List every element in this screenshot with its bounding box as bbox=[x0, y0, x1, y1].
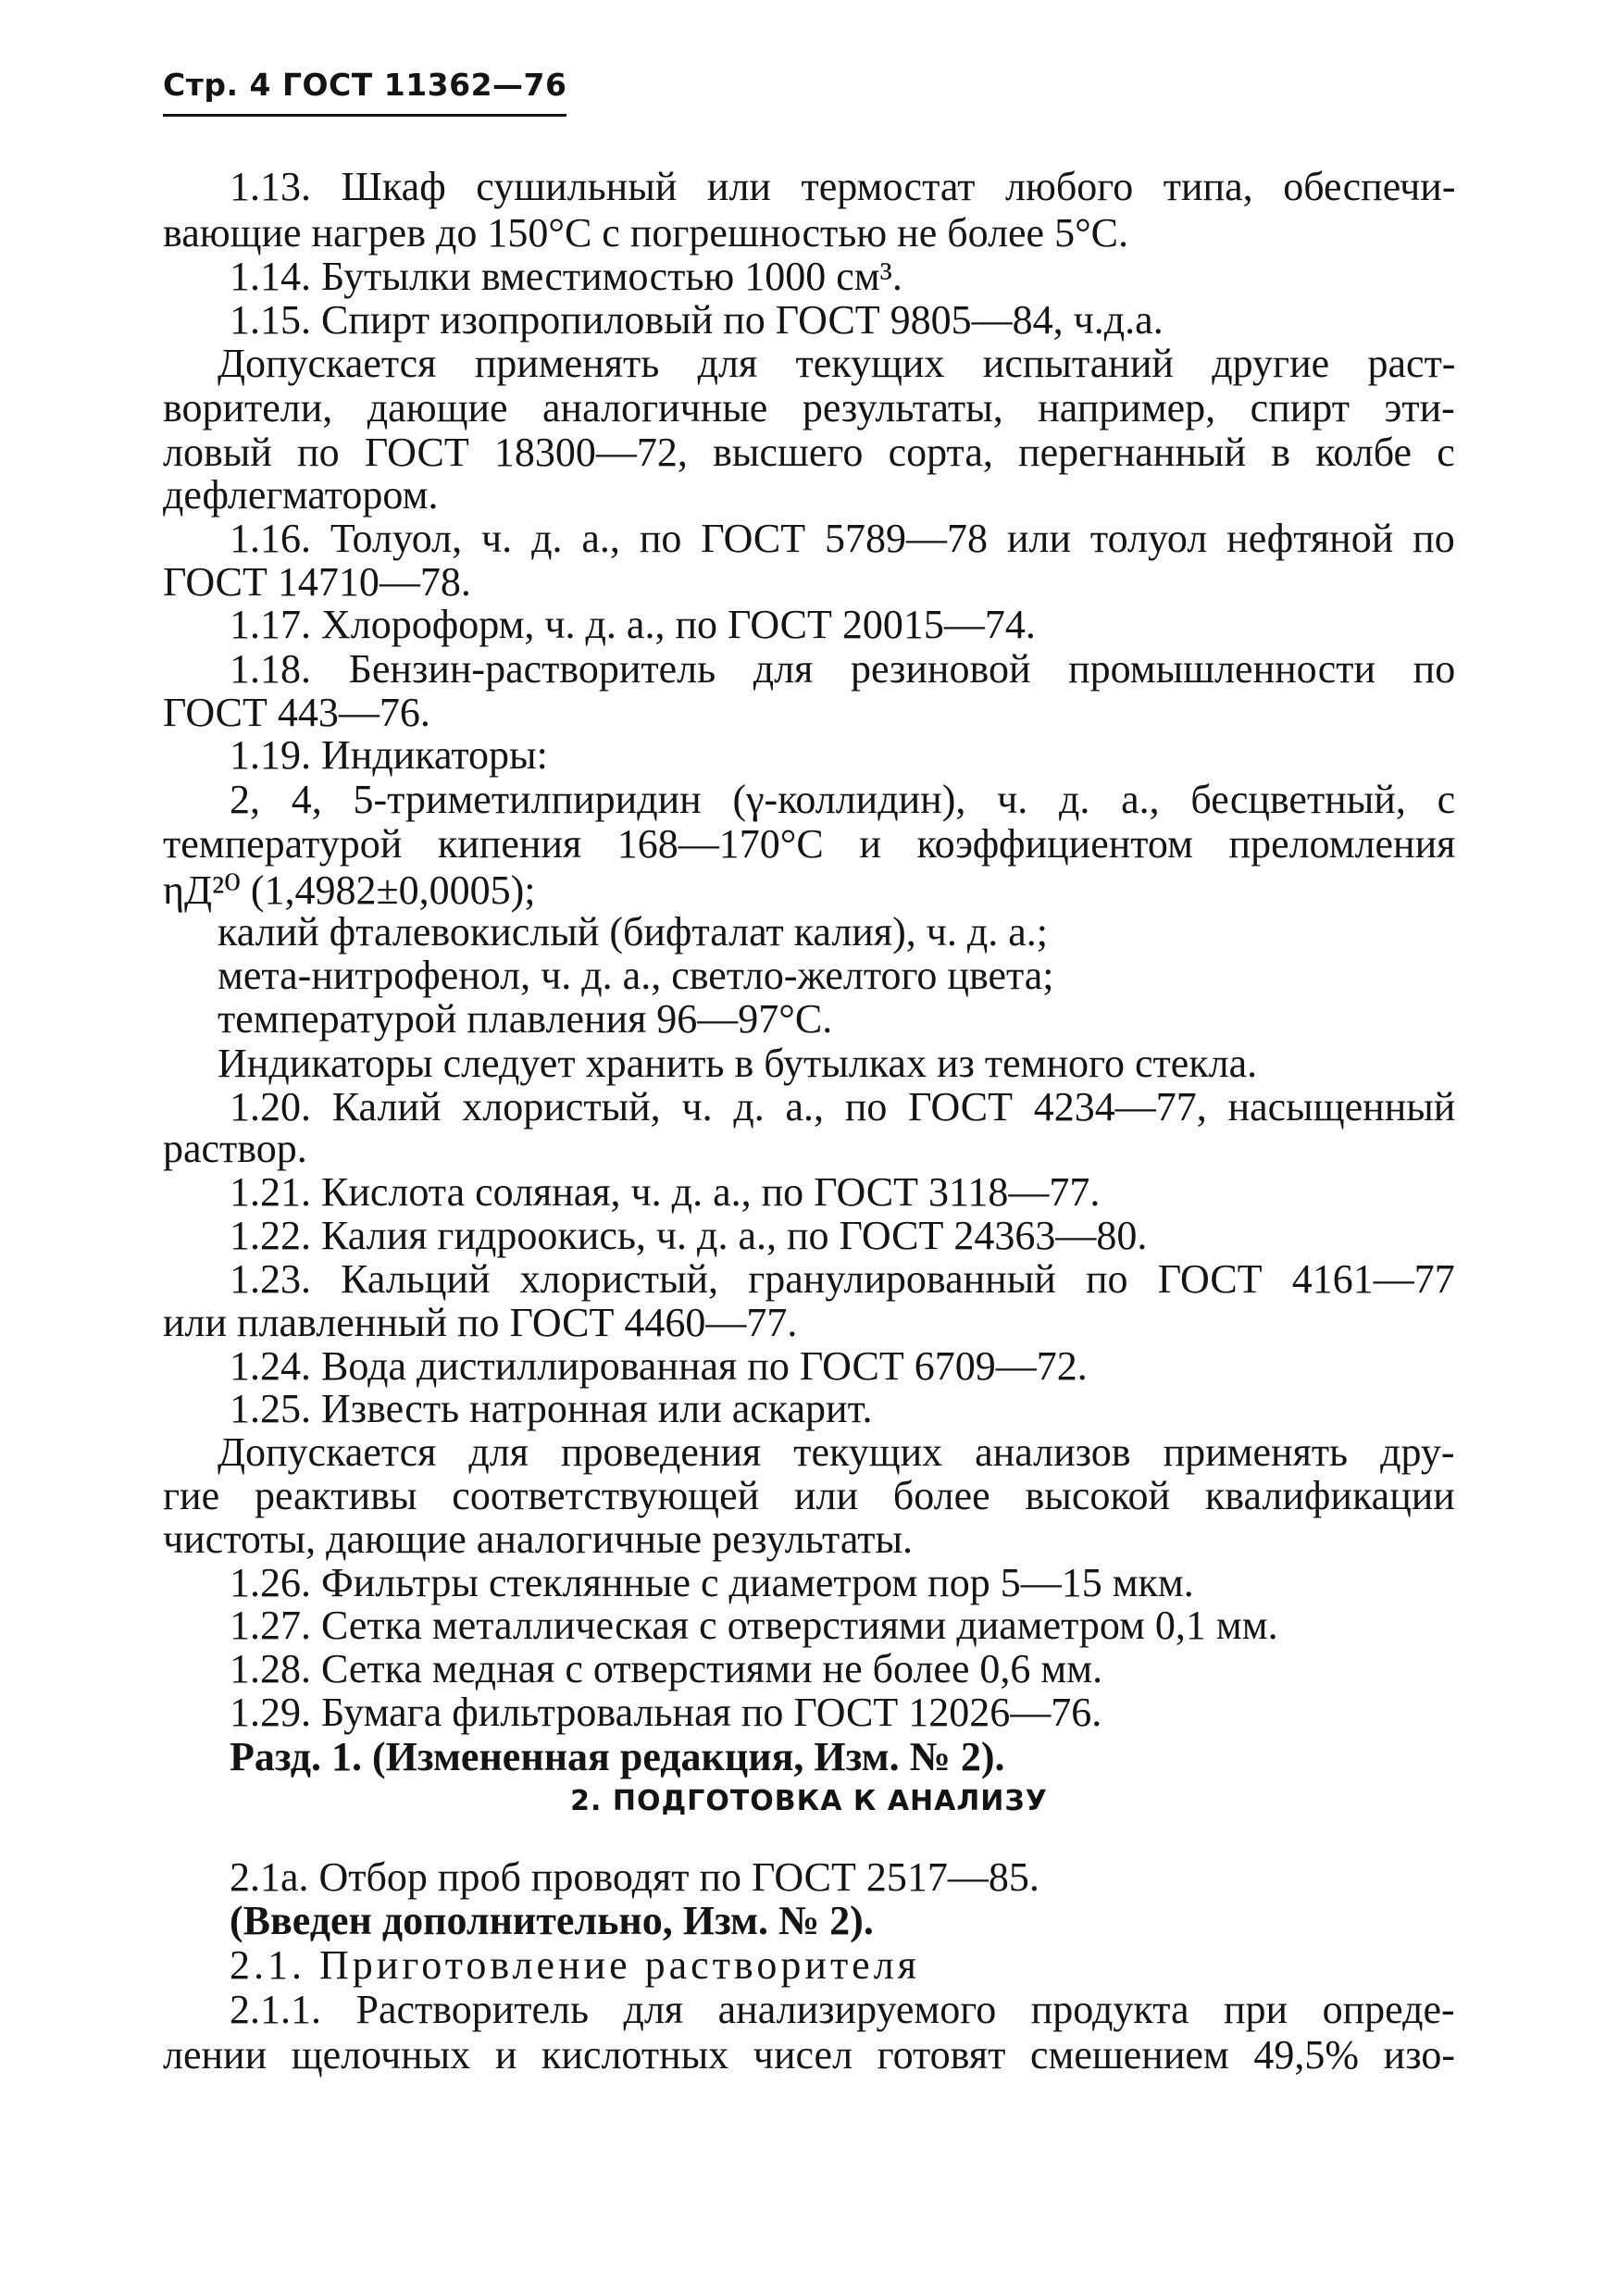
text-line: 1.26. Фильтры стеклянные с диаметром пор 5—15 мкм. bbox=[230, 1560, 1194, 1605]
text-line: 1.16. Толуол, ч. д. а., по ГОСТ 5789—78 или толуол нефтяной по bbox=[230, 516, 1455, 561]
text-line: 1.28. Сетка медная с отверстиями не более 0,6 мм. bbox=[230, 1646, 1103, 1691]
text-line: Допускается применять для текущих испытаний другие раст- bbox=[218, 341, 1456, 386]
text-line: лении щелочных и кислотных чисел готовят смешением 49,5% изо- bbox=[163, 2032, 1455, 2078]
text-line: температурой кипения 168—170°С и коэффициентом преломления bbox=[163, 821, 1456, 867]
amendment-note: Разд. 1. (Измененная редакция, Изм. № 2). bbox=[230, 1734, 1005, 1779]
text-line: 1.29. Бумага фильтровальная по ГОСТ 12026—76. bbox=[230, 1690, 1102, 1735]
text-line: 1.15. Спирт изопропиловый по ГОСТ 9805—84, ч.д.а. bbox=[230, 297, 1164, 343]
text-line: 2.1а. Отбор проб проводят по ГОСТ 2517—85. bbox=[230, 1854, 1039, 1900]
text-line: 1.25. Известь натронная или аскарит. bbox=[230, 1386, 873, 1431]
text-line: мета-нитрофенол, ч. д. а., светло-желтого цвета; bbox=[218, 953, 1054, 998]
text-line: раствор. bbox=[163, 1126, 307, 1171]
text-line: чистоты, дающие аналогичные результаты. bbox=[163, 1516, 914, 1562]
text-line: 1.13. Шкаф сушильный или термостат любого типа, обеспечи- bbox=[230, 164, 1456, 209]
text-line: 1.22. Калия гидроокись, ч. д. а., по ГОСТ 24363—80. bbox=[230, 1213, 1148, 1258]
amendment-note: (Введен дополнительно, Изм. № 2). bbox=[230, 1898, 874, 1943]
text-line: гие реактивы соответствующей или более высокой квалификации bbox=[163, 1473, 1455, 1518]
text-line: дефлегматором. bbox=[163, 472, 439, 518]
text-line: 1.24. Вода дистиллированная по ГОСТ 6709—72. bbox=[230, 1343, 1088, 1389]
text-line: 2, 4, 5-триметилпиридин (γ-коллидин), ч. д. а., бесцветный, с bbox=[230, 777, 1456, 822]
text-line: Индикаторы следует хранить в бутылках из темного стекла. bbox=[218, 1041, 1258, 1086]
text-line: 1.18. Бензин-растворитель для резиновой промышленности по bbox=[230, 646, 1456, 692]
header-rule bbox=[163, 114, 566, 117]
text-line: ηД²⁰ (1,4982±0,0005); bbox=[163, 867, 536, 913]
text-line: 1.17. Хлороформ, ч. д. а., по ГОСТ 20015—74. bbox=[230, 602, 1036, 647]
text-line: 1.21. Кислота соляная, ч. д. а., по ГОСТ 3118—77. bbox=[230, 1169, 1101, 1215]
page-header: Стр. 4 ГОСТ 11362—76 bbox=[163, 67, 567, 103]
subsection-title: 2.1. Приготовление растворителя bbox=[230, 1942, 920, 1988]
text-line: 1.23. Кальций хлористый, гранулированный по ГОСТ 4161—77 bbox=[230, 1256, 1455, 1302]
text-line: Допускается для проведения текущих анализов применять дру- bbox=[218, 1429, 1455, 1475]
text-line: вающие нагрев до 150°С с погрешностью не более 5°С. bbox=[163, 210, 1129, 256]
text-line: температурой плавления 96—97°С. bbox=[218, 996, 833, 1042]
text-line: 1.19. Индикаторы: bbox=[230, 732, 548, 778]
text-line: 2.1.1. Растворитель для анализируемого продукта при опреде- bbox=[230, 1987, 1455, 2032]
text-line: калий фталевокислый (бифталат калия), ч. д. а.; bbox=[218, 909, 1048, 955]
section-title: 2. ПОДГОТОВКА К АНАЛИЗУ bbox=[570, 1785, 1048, 1817]
text-line: или плавленный по ГОСТ 4460—77. bbox=[163, 1300, 798, 1345]
text-line: ворители, дающие аналогичные результаты, например, спирт эти- bbox=[163, 385, 1455, 430]
text-line: ловый по ГОСТ 18300—72, высшего сорта, перегнанный в колбе с bbox=[163, 430, 1455, 475]
text-line: 1.27. Сетка металлическая с отверстиями диаметром 0,1 мм. bbox=[230, 1603, 1278, 1648]
text-line: 1.14. Бутылки вместимостью 1000 см³. bbox=[230, 254, 902, 299]
text-line: ГОСТ 14710—78. bbox=[163, 559, 471, 605]
text-line: ГОСТ 443—76. bbox=[163, 690, 430, 735]
text-line: 1.20. Калий хлористый, ч. д. а., по ГОСТ 4234—77, насыщенный bbox=[230, 1084, 1456, 1129]
